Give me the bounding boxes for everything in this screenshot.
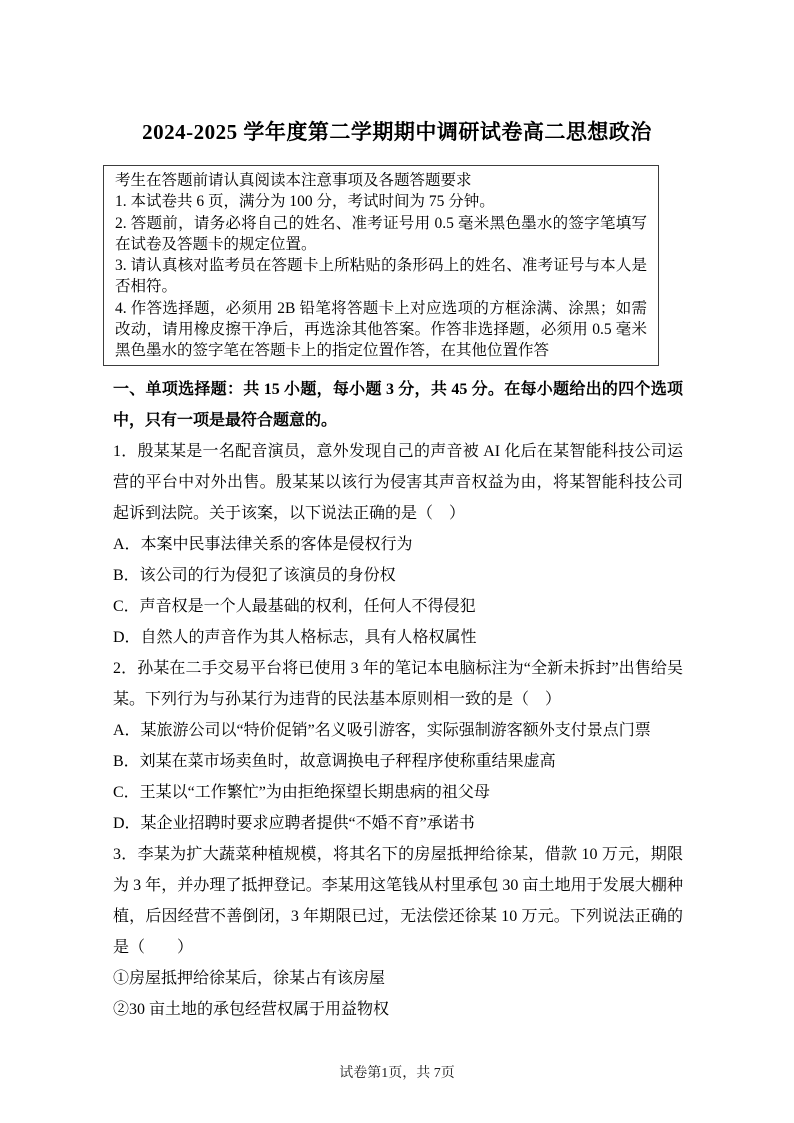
question-1-option-b: B．该公司的行为侵犯了该演员的身份权 — [113, 566, 396, 584]
question-1-option-c: C．声音权是一个人最基础的权利，任何人不得侵犯 — [113, 597, 476, 615]
section-heading: 一、单项选择题：共 15 小题，每小题 3 分，共 45 分。在每小题给出的四个选项中，只有一项是最符合题意的。 — [113, 380, 683, 429]
notice-item-4: 4. 作答选择题，必须用 2B 铅笔将答题卡上对应选项的方框涂满、涂黑；如需改动，请用橡皮擦干净后，再选涂其他答案。作答非选择题，必须用 0.5 毫米黑色墨水的签字笔在答题卡上的指定位置作答，在其他位置作答 — [115, 299, 647, 360]
question-1-option-a: A．本案中民事法律关系的客体是侵权行为 — [113, 535, 413, 553]
page-footer: 试卷第1页，共 7页 — [339, 1066, 455, 1081]
notice-item-2: 2. 答题前，请务必将自己的姓名、准考证号用 0.5 毫米黑色墨水的签字笔填写在试卷及答题卡的规定位置。 — [115, 214, 647, 253]
question-2-option-a: A．某旅游公司以“特价促销”名义吸引游客，实际强制游客额外支付景点门票 — [113, 721, 651, 739]
question-1 — [113, 436, 683, 653]
question-3-stem: 3．李某为扩大蔬菜种植规模，将其名下的房屋抵押给徐某，借款 10 万元，期限为 3 年，并办理了抵押登记。李某用这笔钱从村里承包 30 亩土地用于发展大棚种植，后因经营不善倒闭，3 年期限已过，无法偿还徐某 10 万元。下列说法正确的是（ ） — [113, 845, 683, 956]
question-2-stem: 2．孙某在二手交易平台将已使用 3 年的笔记本电脑标注为“全新未拆封”出售给吴某。下列行为与孙某行为违背的民法基本原则相一致的是（ ） — [113, 659, 683, 708]
question-1-stem: 1．殷某某是一名配音演员，意外发现自己的声音被 AI 化后在某智能科技公司运营的平台中对外出售。殷某某以该行为侵害其声音权益为由，将某智能科技公司起诉到法院。关于该案，以下说法正确的是（ ） — [113, 442, 683, 522]
page-title: 2024-2025 学年度第二学期期中调研试卷高二思想政治 — [142, 120, 652, 144]
question-2 — [113, 653, 683, 839]
question-2-option-c: C．王某以“工作繁忙”为由拒绝探望长期患病的祖父母 — [113, 783, 490, 801]
question-3-statement-1: ①房屋抵押给徐某后，徐某占有该房屋 — [113, 969, 386, 987]
notice-item-1: 1. 本试卷共 6 页，满分为 100 分，考试时间为 75 分钟。 — [115, 193, 495, 211]
notice-header: 考生在答题前请认真阅读本注意事项及各题答题要求 — [115, 172, 472, 189]
question-2-option-d: D．某企业招聘时要求应聘者提供“不婚不育”承诺书 — [113, 814, 475, 832]
question-1-option-d: D．自然人的声音作为其人格标志，具有人格权属性 — [113, 628, 477, 646]
notice-item-3: 3. 请认真核对监考员在答题卡上所粘贴的条形码上的姓名、准考证号与本人是否相符。 — [115, 257, 647, 296]
question-3 — [113, 839, 683, 1025]
notice-box — [103, 165, 659, 366]
question-area — [113, 374, 683, 1025]
question-2-option-b: B．刘某在菜市场卖鱼时，故意调换电子秤程序使称重结果虚高 — [113, 752, 556, 770]
question-3-statement-2: ②30 亩土地的承包经营权属于用益物权 — [113, 1000, 390, 1018]
